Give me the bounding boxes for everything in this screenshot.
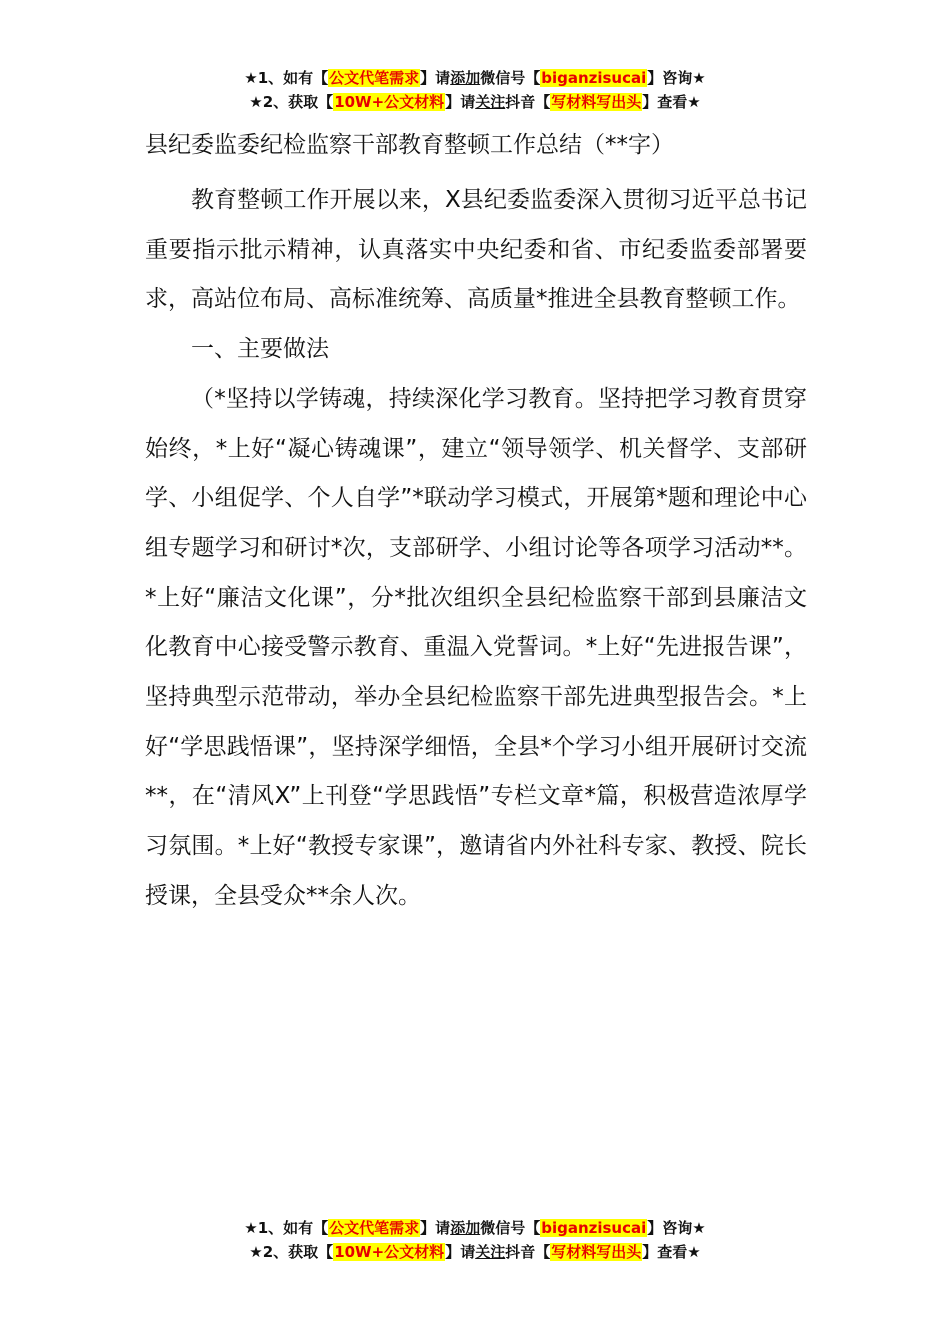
promo-text: 】咨询★ xyxy=(647,1219,706,1237)
promo-douyin-id: 写材料写出头 xyxy=(551,93,642,111)
promo-text: 抖音【 xyxy=(505,93,551,111)
promo-banner-top xyxy=(0,66,950,114)
promo-highlight: 公文代笔需求 xyxy=(329,1219,420,1237)
promo-text: 微信号【 xyxy=(480,69,541,87)
promo-line-1 xyxy=(0,66,950,90)
promo-text: ★1、如有【 xyxy=(244,69,329,87)
promo-highlight: 10W+公文材料 xyxy=(334,93,445,111)
promo-highlight: 10W+公文材料 xyxy=(334,1243,445,1261)
promo-line-1 xyxy=(0,1216,950,1240)
intro-paragraph: 教育整顿工作开展以来，X县纪委监委深入贯彻习近平总书记重要指示批示精神，认真落实中央纪委和省、市纪委监委部署要求，高站位布局、高标准统筹、高质量*推进全县教育整顿工作。 xyxy=(145,187,807,313)
promo-text: 】咨询★ xyxy=(647,69,706,87)
promo-wechat-id: biganzisucai xyxy=(541,1219,647,1237)
promo-highlight: 公文代笔需求 xyxy=(329,69,420,87)
promo-line-2 xyxy=(0,1240,950,1264)
promo-banner-bottom xyxy=(0,1216,950,1264)
promo-text: 】查看★ xyxy=(642,1243,701,1261)
promo-underlined: 添加 xyxy=(450,1219,481,1237)
promo-text: ★2、获取【 xyxy=(249,1243,334,1261)
body-paragraph: （*坚持以学铸魂，持续深化学习教育。坚持把学习教育贯穿始终，*上好“凝心铸魂课”，建立“领导领学、机关督学、支部研学、小组促学、个人自学”*联动学习模式，开展第*题和理论中心组专题学习和研讨*次，支部研学、小组讨论等各项学习活动**。*上好“廉洁文化课”，分*批次组织全县纪检监察干部到县廉洁文化教育中心接受警示教育、重温入党誓词。*上好“先进报告课”，坚持典型示范带动，举办全县纪检监察干部先进典型报告会。*上好“学思践悟课”，坚持深学细悟，全县*个学习小组开展研讨交流**，在“清风X”上刊登“学思践悟”专栏文章*篇，积极营造浓厚学习氛围。*上好“教授专家课”，邀请省内外社科专家、教授、院长授课，全县受众**余人次。 xyxy=(145,385,807,909)
promo-text: 】请 xyxy=(445,1243,476,1261)
promo-text: 微信号【 xyxy=(480,1219,541,1237)
promo-underlined: 添加 xyxy=(450,69,481,87)
document-title: 县纪委监委纪检监察干部教育整顿工作总结（**字） xyxy=(145,132,674,158)
promo-douyin-id: 写材料写出头 xyxy=(551,1243,642,1261)
promo-text: 】查看★ xyxy=(642,93,701,111)
promo-text: 】请 xyxy=(420,69,451,87)
section-heading: 一、主要做法 xyxy=(191,336,329,363)
promo-underlined: 关注 xyxy=(475,1243,506,1261)
promo-wechat-id: biganzisucai xyxy=(541,69,647,87)
promo-text: 抖音【 xyxy=(505,1243,551,1261)
promo-text: ★1、如有【 xyxy=(244,1219,329,1237)
promo-text: ★2、获取【 xyxy=(249,93,334,111)
promo-underlined: 关注 xyxy=(475,93,506,111)
promo-text: 】请 xyxy=(420,1219,451,1237)
promo-line-2 xyxy=(0,90,950,114)
document-body xyxy=(145,126,807,922)
promo-text: 】请 xyxy=(445,93,476,111)
